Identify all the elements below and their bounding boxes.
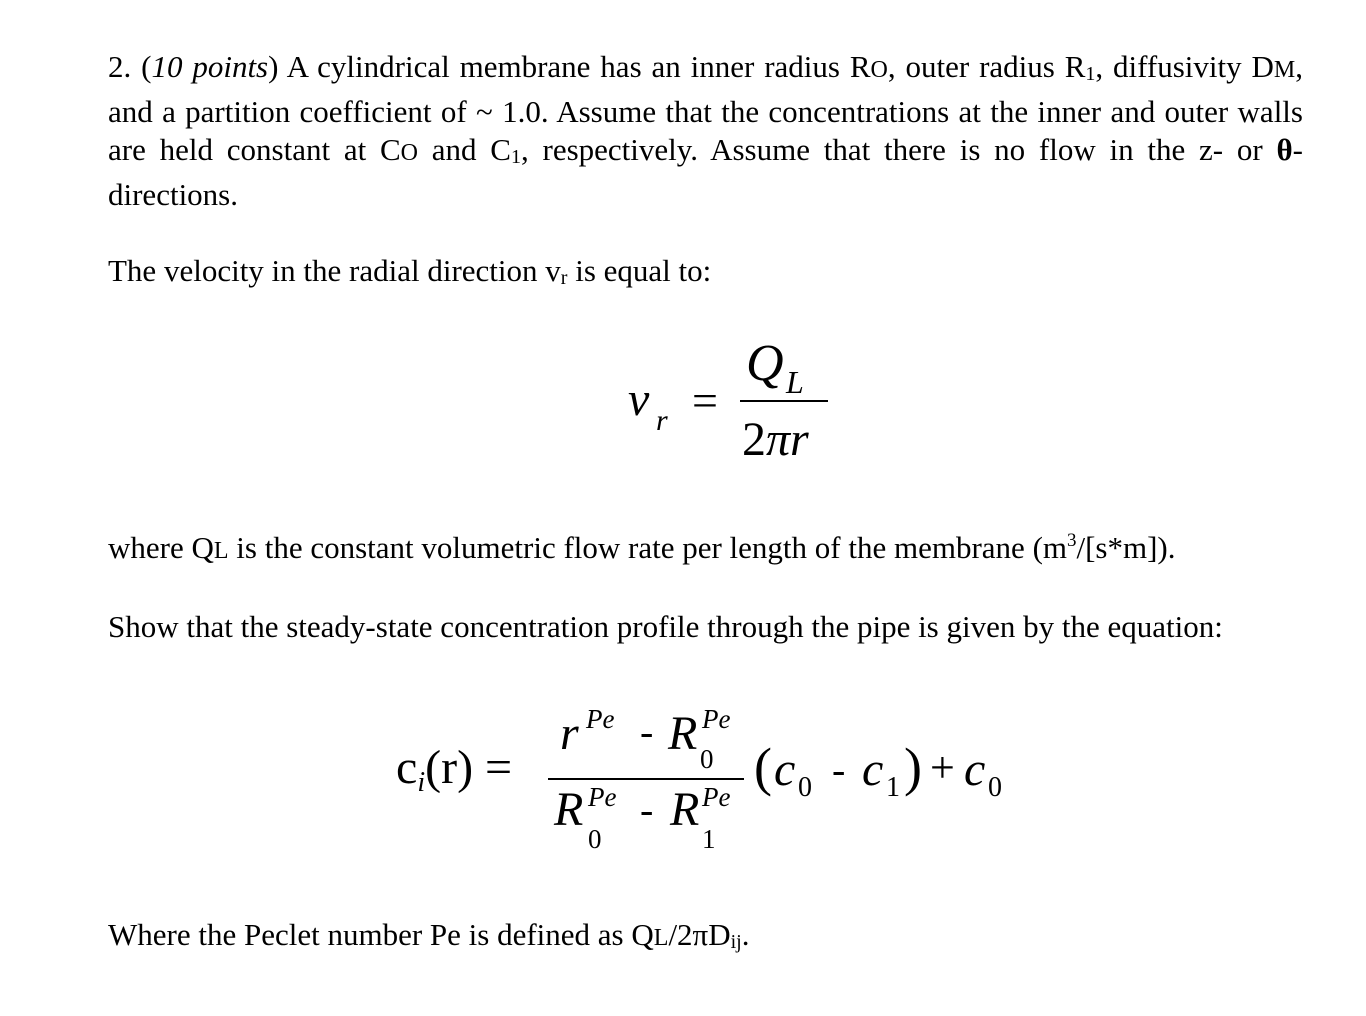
where-text: is the constant volumetric flow rate per length of the membrane (m [228,530,1067,565]
eq2-c0b: c [964,743,986,796]
velocity-equation [620,330,850,470]
eq2-num-R: R [668,707,698,760]
where-text: /[s*m]). [1076,530,1176,565]
eq2-paren-close: ) [904,737,922,797]
eq2-c0-sub: 0 [798,772,812,803]
eq1-lhs-sub: r [656,404,668,437]
problem-number: 2. [108,49,132,84]
velocity-text: The velocity in the radial direction v [108,253,561,288]
eq2-den-0: 0 [588,824,602,854]
eq2-c-sub: i [417,767,426,798]
eq2-c0: c [774,743,796,796]
eq2-num-r: r [560,707,579,760]
eq1-numerator-sub: L [786,364,804,400]
eq2-c0b-sub: 0 [988,772,1002,803]
subscript: M [1273,57,1296,83]
eq2-arg: (r) = [425,741,513,794]
peclet-definition [108,916,1303,961]
subscript: r [560,267,568,289]
problem-statement: 2. (10 points) A cylindrical membrane has an inner radius RO, outer radius R1, diffusivity DM, and a partition coefficient of ~ 1.0. Assume that the concentrations at the inner and outer walls are held constant at CO and C1, respectively. Assume that there is no flow in the z- or θ-directions. [108,49,1303,212]
eq2-fraction-bar [548,778,744,780]
eq2-plus: + [930,743,955,792]
eq2-den-pe2: Pe [702,782,731,812]
problem-text: -directions. [108,132,1303,212]
eq2-den-1: 1 [702,824,716,854]
problem-text: , diffusivity D [1095,49,1274,84]
velocity-intro [108,252,1303,297]
theta-symbol: θ [1276,132,1293,167]
eq2-num-0: 0 [700,744,714,774]
problem-text: and C [418,132,511,167]
eq1-den-2: 2 [742,413,766,466]
eq1-den-r: r [790,413,809,466]
show-that-text: Show that the steady-state concentration profile through the pipe is given by the equation: [108,609,1223,644]
problem-text: , respectively. Assume that there is no flow in the z- or [520,132,1277,167]
show-that [108,608,1303,646]
eq2-num-pe2: Pe [702,704,731,734]
superscript: 3 [1067,530,1077,551]
subscript: O [870,57,888,83]
where-ql [108,529,1303,570]
eq1-lhs: v [628,373,650,426]
eq2-den-R: R [554,783,584,836]
problem-text: A cylindrical membrane has an inner radius R [286,49,871,84]
peclet-text: . [741,917,750,952]
eq1-den-pi: π [766,413,791,466]
eq2-lhs [396,740,512,799]
eq2-den-R1: R [670,783,700,836]
subscript: O [400,140,418,166]
eq2-num-minus: - [640,709,654,754]
peclet-text: /2πD [668,917,731,952]
velocity-text: is equal to: [567,253,712,288]
eq1-numerator: Q [746,335,784,392]
eq2-c1-sub: 1 [886,772,900,803]
problem-text: , outer radius R [887,49,1086,84]
peclet-text: Where the Peclet number Pe is defined as Q [108,917,654,952]
eq1-denominator [742,412,809,467]
eq2-num-pe1: Pe [586,704,615,734]
subscript: 1 [510,146,521,168]
problem-points: 10 points [151,49,269,84]
eq2-paren-open: ( [754,737,772,797]
eq2-c: c [396,741,418,794]
subscript: ij [730,931,742,953]
problem-text: , and a partition coefficient of ~ 1.0. Assume that the concentrations at the inner and outer walls are held constant at C [108,49,1303,167]
where-text: where Q [108,530,214,565]
eq1-equals: = [692,375,718,426]
concentration-equation [396,700,1036,860]
eq2-den-pe1: Pe [588,782,617,812]
subscript: L [653,925,669,951]
eq2-den-minus: - [640,787,654,832]
eq1-fraction-bar [740,400,828,402]
eq2-minus: - [832,747,846,792]
eq2-c1: c [862,743,884,796]
subscript: L [213,538,229,564]
subscript: 1 [1085,63,1096,85]
